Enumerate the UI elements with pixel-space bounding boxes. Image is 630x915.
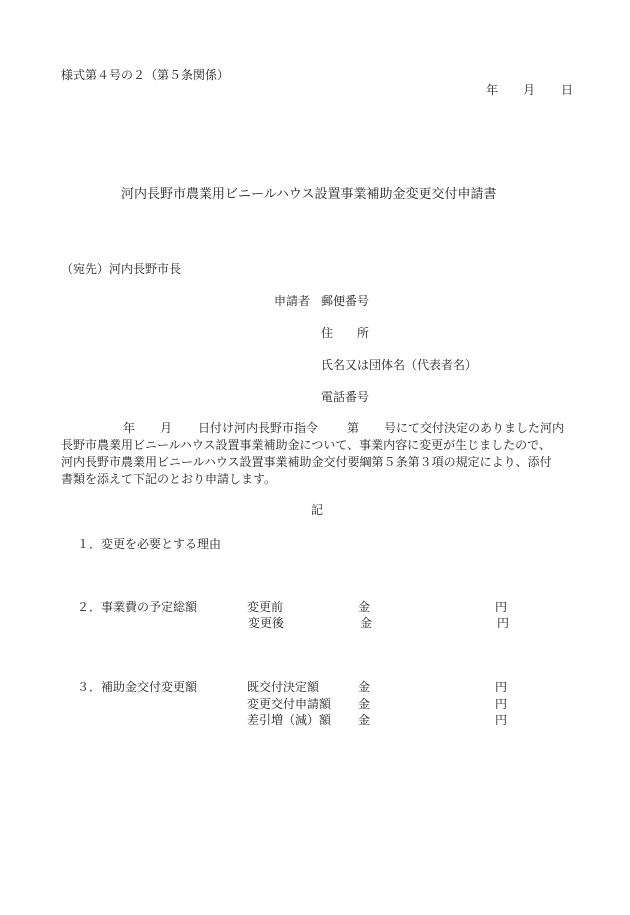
item3-label: ３．補助金交付変更額 <box>77 680 198 694</box>
item2-row-name: 変更前 <box>247 600 284 614</box>
body-dai: 第 <box>347 421 360 435</box>
item3-row-kin: 金 <box>358 680 371 694</box>
applicant-label: 申請者 <box>274 294 311 308</box>
ki-heading: 記 <box>311 503 324 517</box>
body-text2: 号にて交付決定のありました河内 <box>384 421 565 435</box>
addressee: （宛先）河内長野市長 <box>61 262 182 276</box>
address-label: 住 所 <box>321 326 370 340</box>
item3-row-name: 変更交付申請額 <box>247 697 332 711</box>
body-line4: 書類を添えて下記のとおり申請します。 <box>61 472 277 486</box>
item3-row-kin: 金 <box>358 713 371 727</box>
phone-label: 電話番号 <box>321 390 370 404</box>
item3-row-yen: 円 <box>495 697 508 711</box>
item3-row-name: 差引増（減）額 <box>247 713 332 727</box>
item3-row-kin: 金 <box>358 697 371 711</box>
item3-row-yen: 円 <box>495 713 508 727</box>
name-label: 氏名又は団体名（代表者名） <box>321 358 478 372</box>
body-line3: 河内長野市農業用ビニールハウス設置事業補助金交付要綱第５条第３項の規定により、添付 <box>61 455 552 469</box>
item2-row-yen: 円 <box>497 616 510 630</box>
item2-row-yen: 円 <box>495 600 508 614</box>
body-month: 月 <box>160 421 173 435</box>
postal-code-label: 郵便番号 <box>321 294 370 308</box>
item2-row-name: 変更後 <box>248 616 285 630</box>
date-year: 年 <box>486 83 499 97</box>
item2-row-kin: 金 <box>360 616 373 630</box>
body-text1: 日付け河内長野市指令 <box>198 421 319 435</box>
item2-row-kin: 金 <box>358 600 371 614</box>
item2-label: ２．事業費の予定総額 <box>77 600 198 614</box>
body-year: 年 <box>123 421 136 435</box>
form-number: 様式第４号の２（第５条関係） <box>61 68 230 82</box>
body-line2: 長野市農業用ビニールハウス設置事業補助金について、事業内容に変更が生じましたので、 <box>61 438 551 452</box>
item3-row-yen: 円 <box>495 680 508 694</box>
item1-label: １．変更を必要とする理由 <box>77 537 222 551</box>
document-title: 河内長野市農業用ビニールハウス設置事業補助金変更交付申請書 <box>121 187 497 202</box>
item3-row-name: 既交付決定額 <box>247 680 320 694</box>
date-day: 日 <box>561 83 574 97</box>
date-month: 月 <box>523 83 536 97</box>
